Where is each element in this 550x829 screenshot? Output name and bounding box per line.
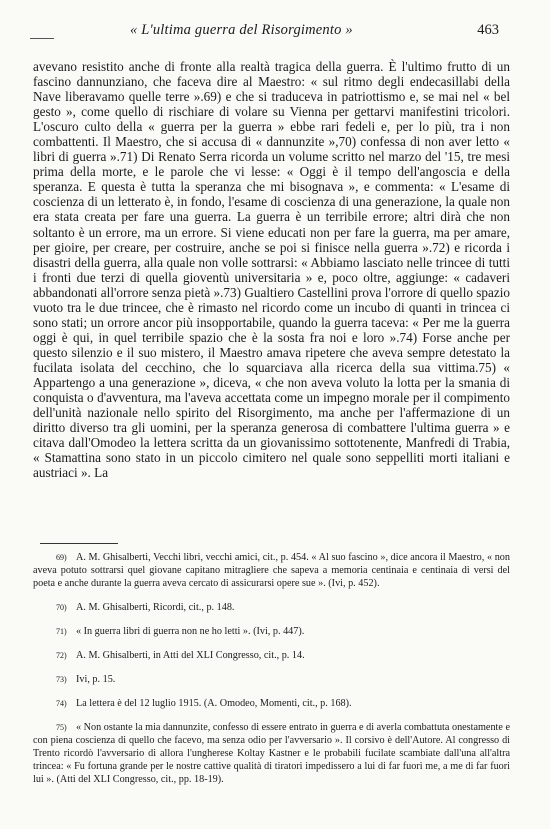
- footnote-number: 74): [56, 699, 67, 708]
- header-rule: [30, 38, 54, 39]
- footnote-text: A. M. Ghisalberti, in Atti del XLI Congresso, cit., p. 14.: [76, 650, 305, 661]
- footnote-text: A. M. Ghisalberti, Ricordi, cit., p. 148.: [76, 602, 235, 613]
- footnote-text: Ivi, p. 15.: [76, 674, 116, 685]
- footnote-70: [33, 601, 510, 614]
- body-paragraph: avevano resistito anche di fronte alla realtà tragica della guerra. È l'ultimo frutto di un fascino dannunziano, che faceva dire al Maestro: « sul ritmo degli endecasillabi della Nave liberavamo quelle terre ».69) e che si traduceva in patriottismo e, se mai nel « bel gesto », come quello di rischiare di volare su Vienna per gettarvi manifestini tricolori. L'oscuro culto della « guerra per la guerra » ebbe rari fedeli e, per lo più, tra i non combattenti. Il Maestro, che si accusa di « dannunzite »,70) confessa di non aver letto « libri di guerra ».71) Di Renato Serra ricorda un volume scritto nel marzo del '15, tre mesi prima della morte, e le parole che vi lesse: « Oggi è il tempo dell'angoscia e della speranza. E questa è tutta la speranza che mi bisognava », e commenta: « L'esame di coscienza di un letterato è, in fondo, l'esame di coscienza di una generazione, la quale non era stata creata per fare una guerra. La guerra è un terribile errore; altri dirà che non soltanto è un errore, ma un errore. Si viene educati non per fare la guerra, ma per amare, per gioire, per creare, per costruire, anche se poi si finisce nella guerra ».72) e ricorda i disastri della guerra, alla quale non volle sottrarsi: « Abbiamo lasciato nelle trincee di tutti i fronti due terzi di quella gioventù universitaria » e, poco oltre, aggiunge: « cadaveri abbandonati all'orrore senza pietà ».73) Gualtiero Castellini prova l'orrore di quello spazio vuoto tra le due trincee, che è rimasto nel ricordo come un incubo di quanti in trincea ci sono stati; un orrore ancor più insopportabile, quando la guerra taceva: « Per me la guerra oggi è qui, in quel terribile spazio che è la sosta fra noi e loro ».74) Forse anche per questo silenzio e il suo mistero, il Maestro amava ripetere che aveva sempre detestato la fucilata isolata del cecchino, che lo squarciava alla ricerca della sua vittima.75) « Appartengo a una generazione », diceva, « che non aveva voluto la lotta per la smania di conquista o d'avventura, ma l'aveva accettata come un impegno morale per il compimento dell'unità nazionale nello spirito del Risorgimento, ma anche per l'affermazione di un diritto diverso tra gli uomini, per la speranza generosa di combattere l'ultima guerra » e citava dall'Omodeo la lettera scritta da un giovanissimo sottotenente, Manfredi di Trabia, « Stamattina sono stato in un piccolo cimitero nel quale sono seppelliti morti italiani e austriaci ». La: [33, 59, 510, 481]
- footnote-71: [33, 625, 510, 638]
- footnote-text: La lettera è del 12 luglio 1915. (A. Omodeo, Momenti, cit., p. 168).: [76, 698, 352, 709]
- footnote-text: A. M. Ghisalberti, Vecchi libri, vecchi amici, cit., p. 454. « Al suo fascino », dice ancora il Maestro, « non aveva potuto sottrarsi quel giovane capitano mitragliere che sapeva a memoria centinaia e centinaia di versi del poeta e anche durante la guerra aveva cercato di assicurarsi opere sue ». (Ivi, p. 452).: [33, 552, 510, 589]
- footnotes: [33, 551, 510, 786]
- footnote-72: [33, 649, 510, 662]
- running-header: [0, 22, 550, 40]
- footnote-69: [33, 551, 510, 590]
- footnote-number: 69): [56, 553, 67, 562]
- footnote-73: [33, 673, 510, 686]
- footnote-number: 72): [56, 651, 67, 660]
- main-text: [33, 59, 510, 480]
- footnote-74: [33, 697, 510, 710]
- running-title: « L'ultima guerra del Risorgimento »: [130, 22, 353, 38]
- page-number: 463: [477, 22, 499, 38]
- footnote-number: 75): [56, 723, 67, 732]
- footnote-text: « In guerra libri di guerra non ne ho letti ». (Ivi, p. 447).: [76, 626, 305, 637]
- footnote-separator: [40, 543, 118, 544]
- footnote-number: 71): [56, 627, 67, 636]
- footnote-number: 70): [56, 603, 67, 612]
- footnote-75: [33, 721, 510, 786]
- footnote-text: « Non ostante la mia dannunzite, confesso di essere entrato in guerra e di averla combattuta onestamente e con piena coscienza di quello che facevo, ma senza odio per l'avversario ». Il corsivo è dell'Autore. Al congresso di Trento ricordò l'avversario di allora l'ungherese Koltay Kastner e le probabili fucilate scambiate dall'una all'altra trincea: « Fu fortuna grande per le nostre cattive qualità di tiratori impedissero a lui di far fuori me, a me di far fuori lui ». (Atti del XLI Congresso, cit., pp. 18-19).: [33, 722, 510, 785]
- footnote-number: 73): [56, 675, 67, 684]
